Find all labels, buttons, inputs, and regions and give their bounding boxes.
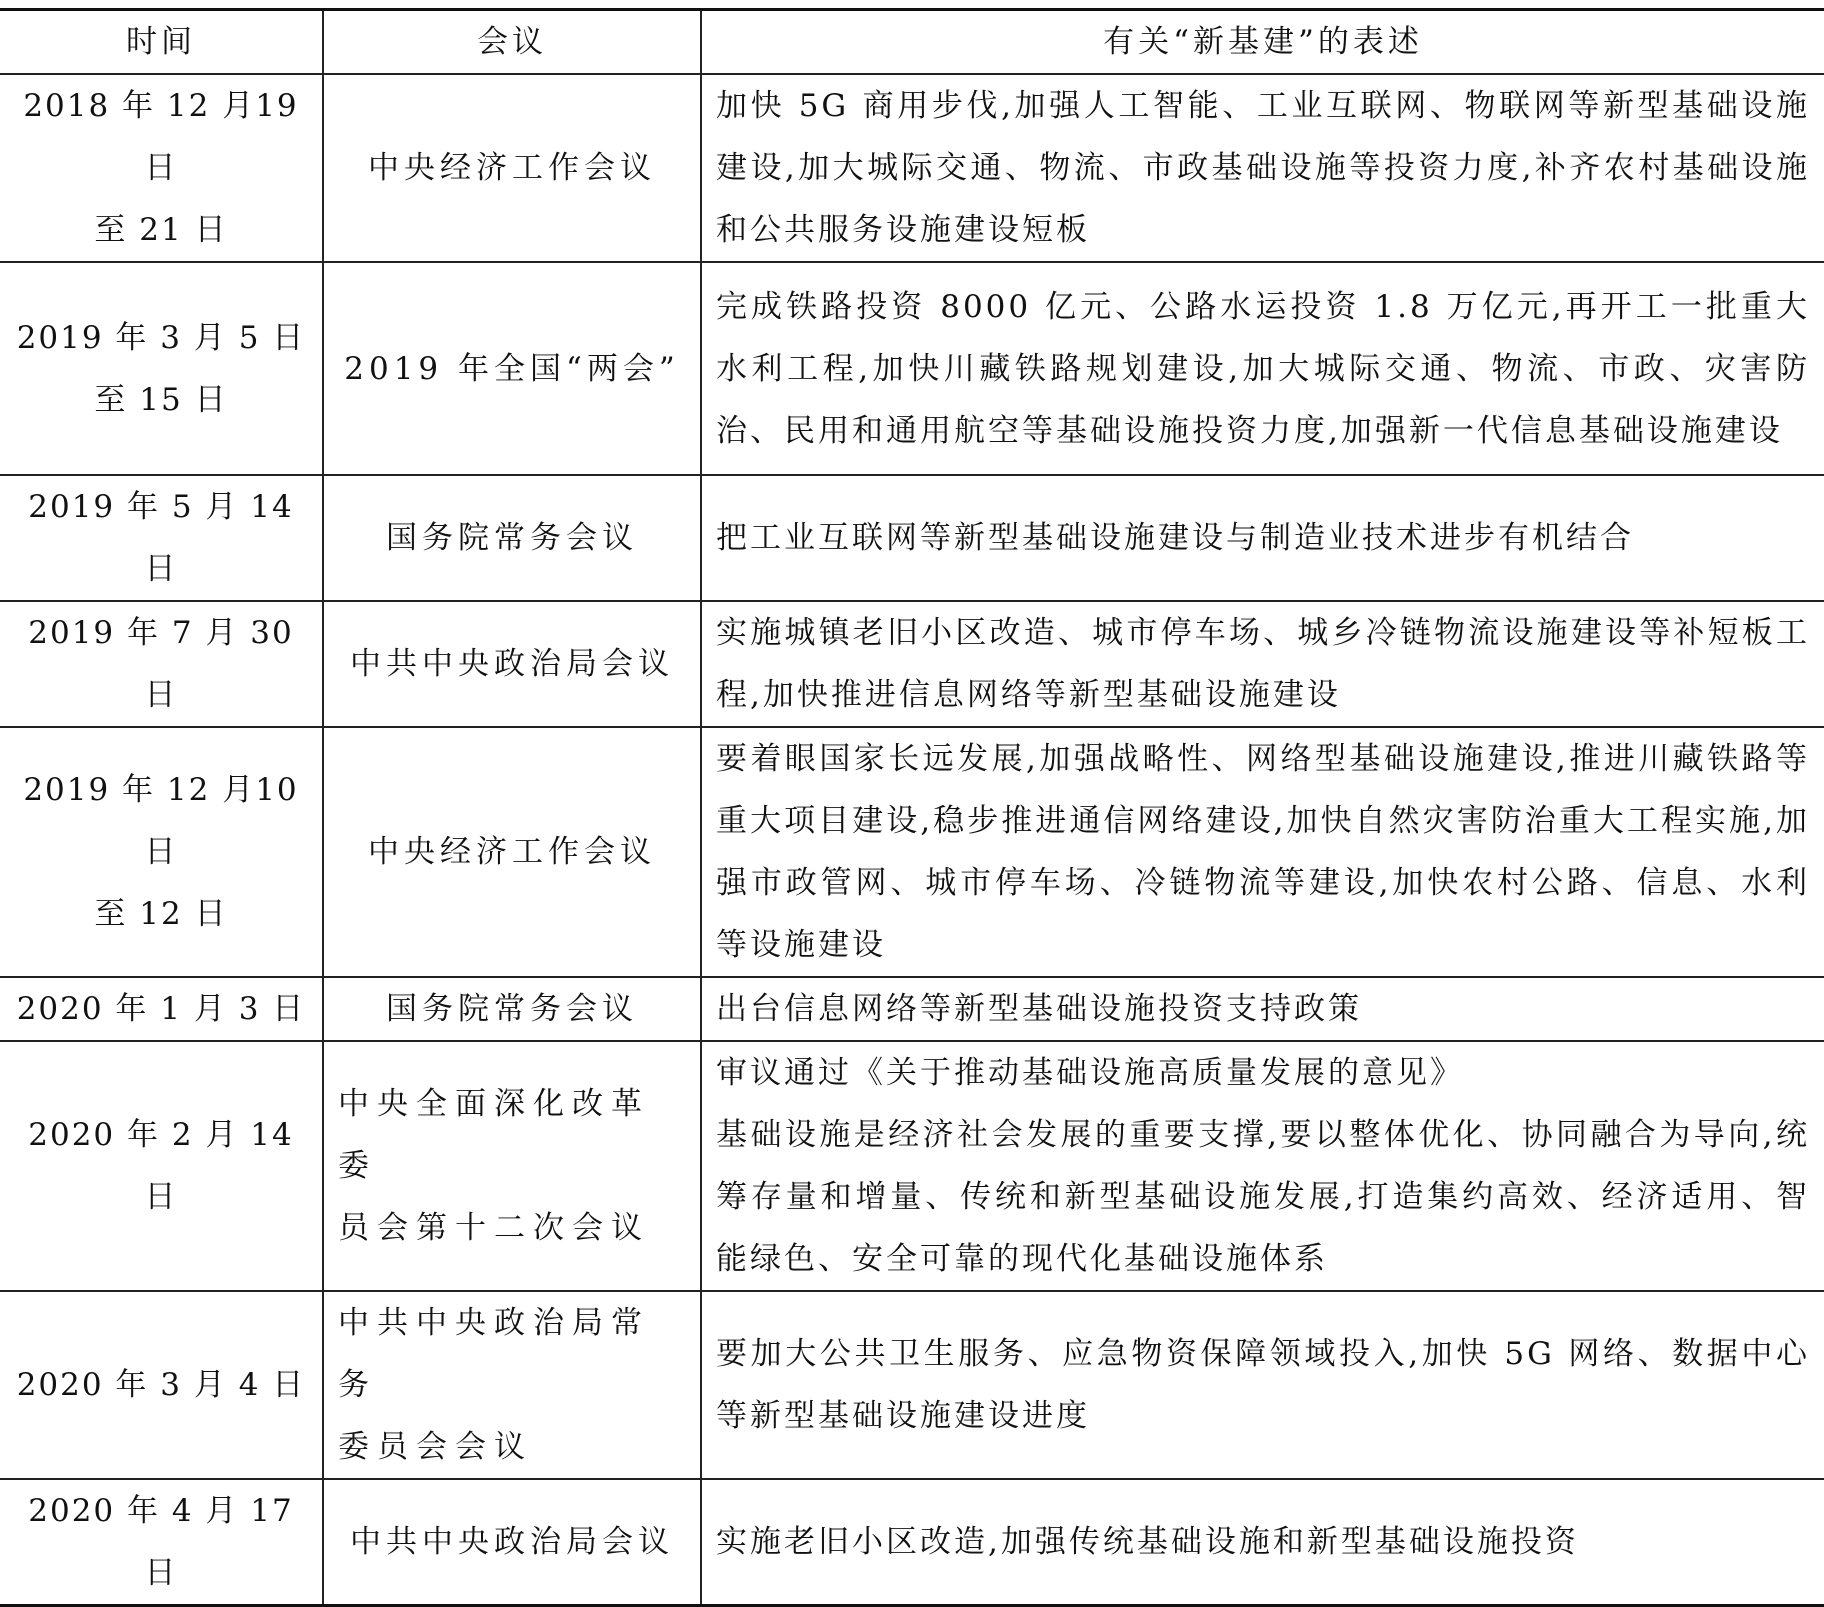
time-line: 2019 年 12 月10 日 — [23, 772, 299, 870]
table-row — [0, 262, 1824, 475]
time-cell — [0, 727, 323, 977]
content-text: 完成铁路投资 8000 亿元、公路水运投资 1.8 万亿元,再开工一批重大水利工程,加快川藏铁路规划建设,加大城际交通、物流、市政、灾害防治、民用和通用航空等基础设施投资力度,加强新一代信息基础设施建设 — [716, 288, 1810, 449]
time-line: 2020 年 2 月 14 日 — [28, 1117, 294, 1215]
table-row — [0, 475, 1824, 601]
meeting-line: 中共中央政治局会议 — [350, 646, 674, 682]
time-line: 至 12 日 — [94, 896, 228, 932]
content-cell — [701, 1041, 1824, 1291]
content-text: 把工业互联网等新型基础设施建设与制造业技术进步有机结合 — [716, 520, 1634, 556]
meeting-cell — [323, 475, 701, 601]
meeting-line: 国务院常务会议 — [386, 991, 638, 1027]
content-text: 加快 5G 商用步伐,加强人工智能、工业互联网、物联网等新型基础设施建设,加大城际交通、物流、市政基础设施等投资力度,补齐农村基础设施和公共服务设施建设短板 — [716, 88, 1810, 248]
content-text: 要着眼国家长远发展,加强战略性、网络型基础设施建设,推进川藏铁路等重大项目建设,稳步推进通信网络建设,加快自然灾害防治重大工程实施,加强市政管网、城市停车场、冷链物流等建设,加快农村公路、信息、水利等设施建设 — [716, 741, 1810, 963]
content-cell — [701, 977, 1824, 1041]
header-statement: 有关“新基建”的表述 — [701, 10, 1824, 75]
content-text: 审议通过《关于推动基础设施高质量发展的意见》 — [716, 1055, 1464, 1091]
content-text: 要加大公共卫生服务、应急物资保障领域投入,加快 5G 网络、数据中心等新型基础设施建设进度 — [716, 1336, 1810, 1434]
header-time: 时间 — [0, 10, 323, 75]
time-line: 2020 年 3 月 4 日 — [16, 1367, 306, 1403]
table-row — [0, 727, 1824, 977]
table-row — [0, 1479, 1824, 1606]
meeting-cell — [323, 727, 701, 977]
time-cell — [0, 601, 323, 727]
time-line: 至 21 日 — [94, 212, 228, 248]
time-cell — [0, 475, 323, 601]
content-cell — [701, 1291, 1824, 1479]
time-cell — [0, 1291, 323, 1479]
content-cell — [701, 1479, 1824, 1606]
time-line: 2020 年 4 月 17 日 — [28, 1493, 294, 1591]
new-infrastructure-policy-table — [0, 8, 1824, 1607]
meeting-line: 中央全面深化改革委 — [338, 1086, 650, 1184]
content-cell — [701, 727, 1824, 977]
time-line: 2019 年 5 月 14 日 — [28, 489, 294, 587]
content-cell — [701, 262, 1824, 475]
time-cell — [0, 262, 323, 475]
meeting-line: 员会第十二次会议 — [338, 1210, 650, 1246]
time-cell — [0, 1479, 323, 1606]
meeting-cell — [323, 977, 701, 1041]
content-text: 实施老旧小区改造,加强传统基础设施和新型基础设施投资 — [716, 1524, 1579, 1560]
header-meeting: 会议 — [323, 10, 701, 75]
table-row — [0, 1291, 1824, 1479]
content-text: 实施城镇老旧小区改造、城市停车场、城乡冷链物流设施建设等补短板工程,加快推进信息网络等新型基础设施建设 — [716, 615, 1810, 713]
meeting-line: 中央经济工作会议 — [368, 834, 656, 870]
meeting-cell — [323, 1291, 701, 1479]
meeting-line: 国务院常务会议 — [386, 520, 638, 556]
meeting-cell — [323, 74, 701, 262]
meeting-cell — [323, 1041, 701, 1291]
meeting-cell — [323, 262, 701, 475]
content-text: 出台信息网络等新型基础设施投资支持政策 — [716, 991, 1362, 1027]
time-line: 2019 年 7 月 30 日 — [28, 615, 294, 713]
time-cell — [0, 977, 323, 1041]
content-text: 基础设施是经济社会发展的重要支撑,要以整体优化、协同融合为导向,统筹存量和增量、传统和新型基础设施发展,打造集约高效、经济适用、智能绿色、安全可靠的现代化基础设施体系 — [716, 1117, 1810, 1277]
meeting-cell — [323, 1479, 701, 1606]
time-line: 2018 年 12 月19 日 — [23, 88, 299, 186]
table-row — [0, 1041, 1824, 1291]
time-cell — [0, 74, 323, 262]
meeting-line: 中共中央政治局会议 — [350, 1524, 674, 1560]
table-row — [0, 601, 1824, 727]
meeting-cell — [323, 601, 701, 727]
content-cell — [701, 601, 1824, 727]
meeting-line: 中央经济工作会议 — [368, 150, 656, 186]
time-cell — [0, 1041, 323, 1291]
time-line: 2019 年 3 月 5 日 — [16, 319, 306, 356]
time-line: 至 15 日 — [94, 381, 228, 418]
time-line: 2020 年 1 月 3 日 — [16, 991, 306, 1027]
content-cell — [701, 74, 1824, 262]
content-cell — [701, 475, 1824, 601]
table-row — [0, 74, 1824, 262]
header-row — [0, 10, 1824, 75]
meeting-line: 委员会会议 — [338, 1429, 533, 1465]
meeting-line: 2019 年全国“两会” — [344, 350, 680, 387]
meeting-line: 中共中央政治局常务 — [338, 1305, 650, 1403]
table-row — [0, 977, 1824, 1041]
